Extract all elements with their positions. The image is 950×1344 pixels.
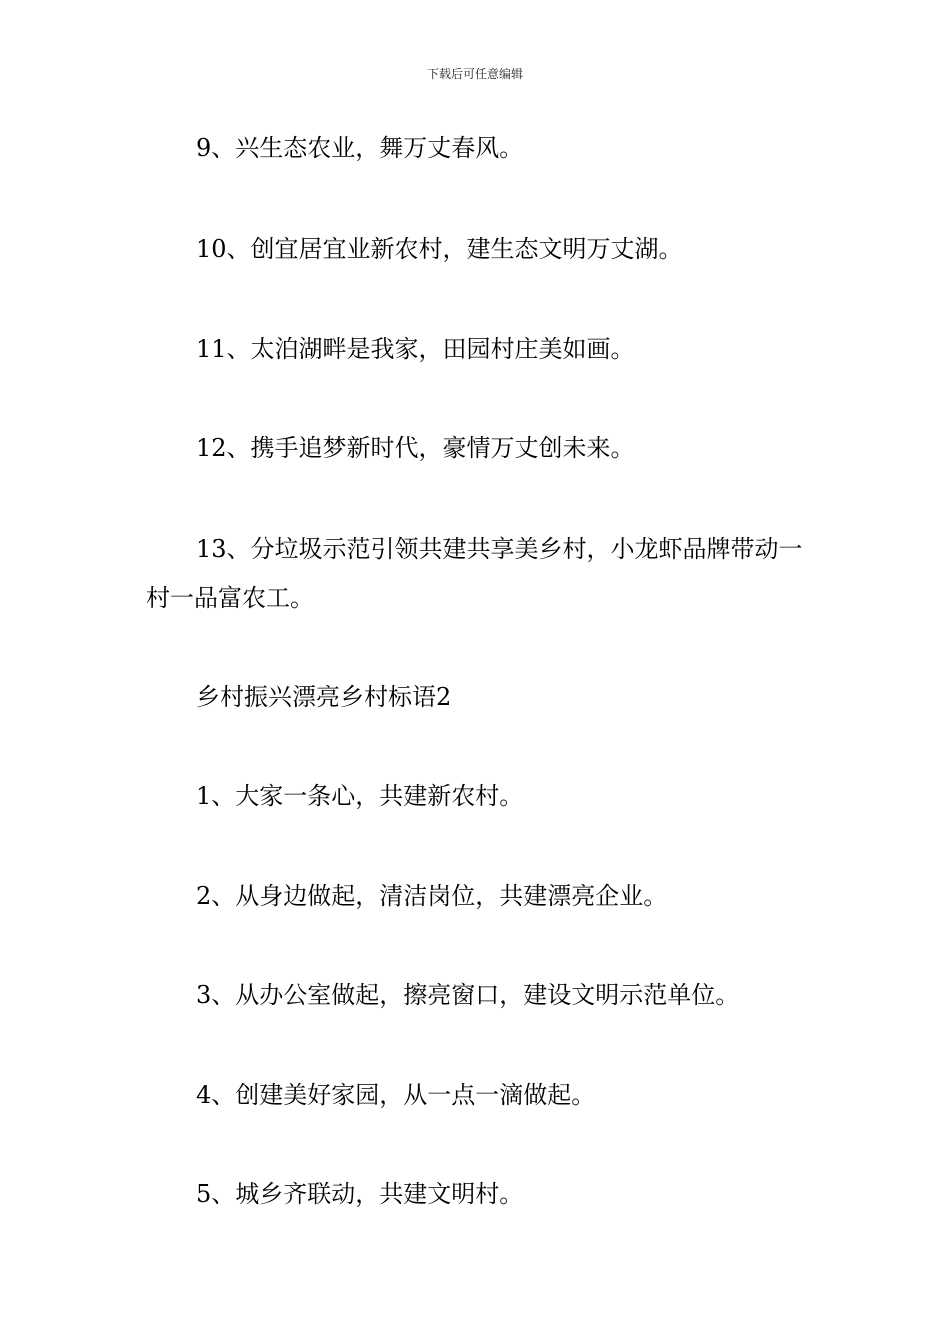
paragraph-text: 3、从办公室做起，擦亮窗口，建设文明示范单位。 (196, 981, 740, 1009)
section-heading (146, 673, 810, 722)
paragraph-text: 4、创建美好家园，从一点一滴做起。 (196, 1081, 596, 1109)
paragraph (146, 1071, 810, 1120)
paragraph-text: 2、从身边做起，清洁岗位，共建漂亮企业。 (196, 882, 668, 910)
paragraph (146, 325, 810, 374)
section-heading-text: 乡村振兴漂亮乡村标语2 (196, 683, 452, 711)
paragraph (146, 1170, 810, 1219)
paragraph-text: 5、城乡齐联动，共建文明村。 (196, 1180, 524, 1208)
paragraph (146, 872, 810, 921)
paragraph-text: 11、太泊湖畔是我家，田园村庄美如画。 (196, 335, 635, 363)
page-header: 下载后可任意编辑 (426, 67, 523, 81)
paragraph (146, 772, 810, 821)
paragraph-text: 1、大家一条心，共建新农村。 (196, 782, 524, 810)
paragraph-text: 9、兴生态农业，舞万丈春风。 (196, 134, 524, 162)
paragraph-text: 13、分垃圾示范引领共建共享美乡村，小龙虾品牌带动一村一品富农工。 (146, 535, 803, 612)
paragraph (146, 971, 810, 1020)
paragraph-text: 10、创宜居宜业新农村，建生态文明万丈湖。 (196, 235, 683, 263)
paragraph-text: 12、携手追梦新时代，豪情万丈创未来。 (196, 434, 635, 462)
paragraph (146, 424, 810, 473)
paragraph (146, 525, 810, 623)
paragraph (146, 225, 810, 274)
paragraph (146, 124, 810, 173)
